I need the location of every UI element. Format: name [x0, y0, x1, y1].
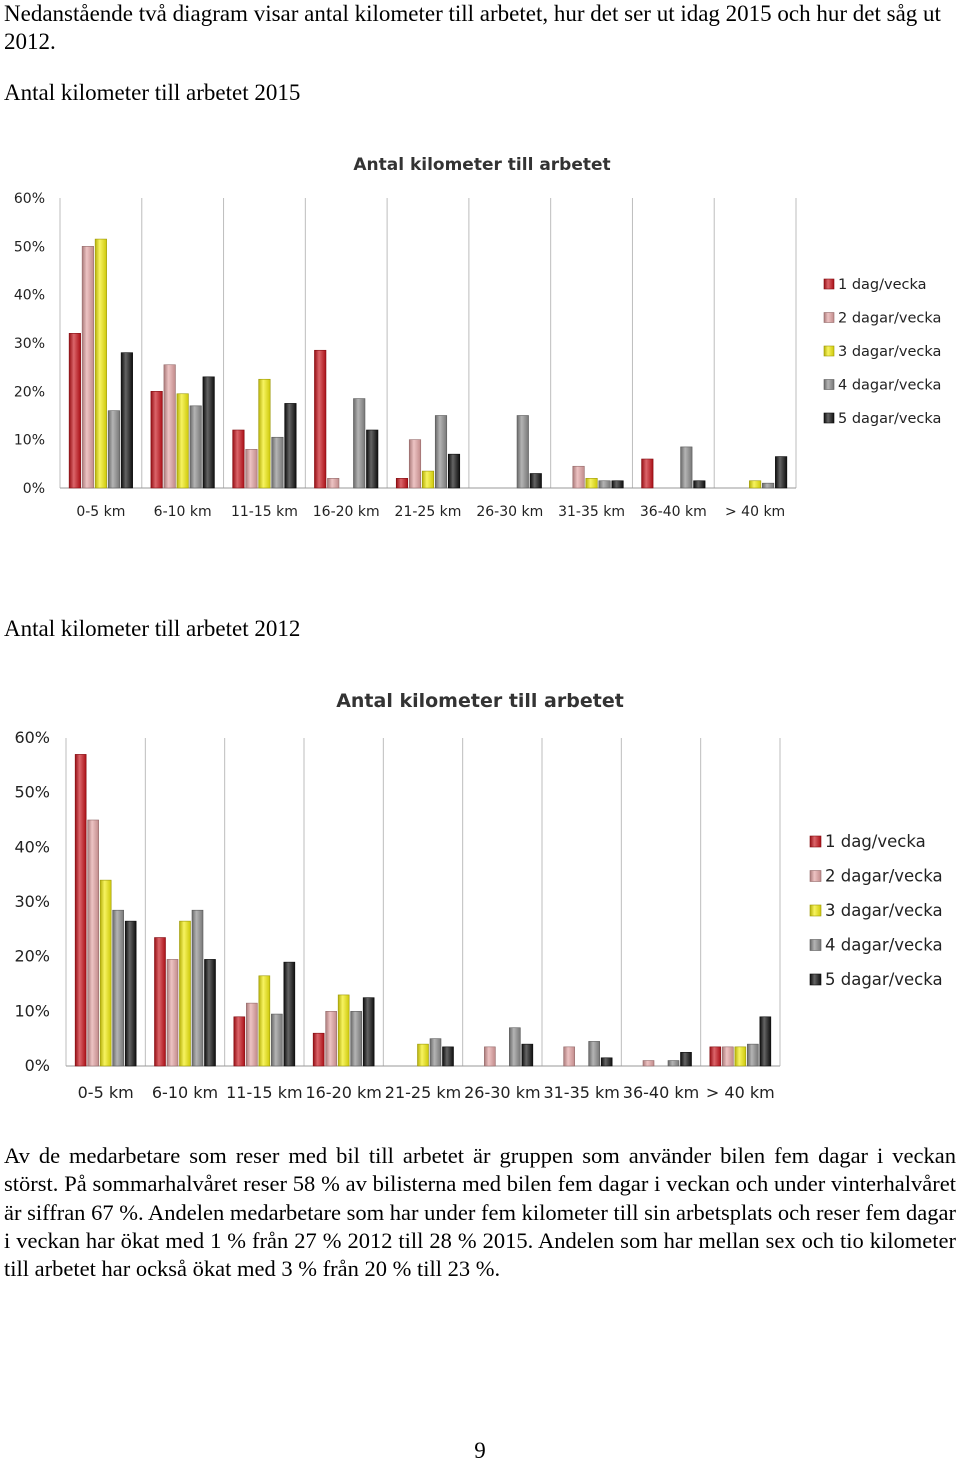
- x-tick-label: 0-5 km: [76, 504, 126, 520]
- x-tick-label: 26-30 km: [464, 1083, 541, 1102]
- bar: [522, 1044, 533, 1066]
- bar: [88, 820, 99, 1066]
- legend-label: 5 dagar/vecka: [825, 970, 943, 989]
- bar: [285, 403, 297, 488]
- legend-swatch: [824, 313, 834, 323]
- bar: [710, 1047, 721, 1066]
- bar: [234, 1017, 245, 1066]
- bar: [448, 454, 460, 488]
- bar: [599, 481, 611, 488]
- bar: [69, 333, 81, 488]
- x-tick-label: 11-15 km: [230, 504, 298, 520]
- legend-label: 3 dagar/vecka: [825, 901, 943, 920]
- bar: [775, 457, 787, 488]
- legend-label: 5 dagar/vecka: [838, 411, 942, 427]
- page-number: 9: [474, 1438, 486, 1463]
- bar: [573, 466, 585, 488]
- bar: [205, 959, 216, 1066]
- y-tick-label: 10%: [13, 432, 45, 449]
- bar: [351, 1011, 362, 1066]
- bar: [313, 1033, 324, 1066]
- bar: [100, 880, 111, 1066]
- y-tick-label: 0%: [22, 481, 45, 497]
- bar: [82, 246, 94, 488]
- legend-label: 1 dag/vecka: [825, 832, 926, 851]
- bar: [643, 1061, 654, 1066]
- legend-swatch: [810, 940, 821, 951]
- y-tick-label: 60%: [13, 191, 45, 207]
- legend-swatch: [824, 346, 834, 356]
- x-tick-label: 6-10 km: [153, 504, 212, 520]
- y-tick-label: 20%: [14, 946, 50, 966]
- bar: [192, 910, 203, 1066]
- bar: [125, 921, 136, 1066]
- bar: [418, 1044, 429, 1066]
- legend-label: 1 dag/vecka: [838, 277, 927, 293]
- bar: [353, 399, 365, 488]
- heading-2015: Antal kilometer till arbetet 2015: [4, 80, 301, 105]
- bar: [443, 1047, 454, 1066]
- bar: [601, 1058, 612, 1066]
- y-tick-label: 20%: [13, 384, 45, 401]
- bar: [694, 481, 706, 488]
- legend-label: 2 dagar/vecka: [838, 310, 942, 327]
- bar: [735, 1047, 746, 1066]
- bar: [272, 437, 284, 488]
- bar: [517, 416, 529, 489]
- chart-title: Antal kilometer till arbetet: [353, 155, 611, 175]
- bar: [284, 962, 295, 1066]
- bar: [749, 481, 761, 488]
- bar: [233, 430, 245, 488]
- x-tick-label: 36-40 km: [639, 504, 707, 520]
- legend-swatch: [824, 279, 834, 289]
- x-tick-label: > 40 km: [725, 504, 786, 520]
- bar: [435, 416, 447, 489]
- bar: [589, 1041, 600, 1066]
- x-tick-label: 21-25 km: [394, 504, 462, 520]
- y-tick-label: 50%: [13, 239, 45, 256]
- bar: [95, 239, 107, 488]
- x-tick-label: 36-40 km: [622, 1083, 700, 1102]
- bar: [422, 471, 434, 488]
- bar: [246, 1003, 257, 1066]
- y-tick-label: 40%: [13, 287, 45, 304]
- x-tick-label: 31-35 km: [543, 1083, 620, 1102]
- legend-swatch: [824, 413, 834, 423]
- bar: [75, 754, 86, 1066]
- legend-label: 4 dagar/vecka: [825, 935, 943, 955]
- bar: [108, 411, 120, 488]
- bar: [760, 1017, 771, 1066]
- legend-label: 2 dagar/vecka: [825, 866, 943, 886]
- intro-paragraph: Nedanstående två diagram visar antal kilometer till arbetet, hur det ser ut idag 2015 och hur det såg ut 2012.: [4, 1, 941, 54]
- bar: [314, 350, 326, 488]
- bar: [327, 478, 339, 488]
- x-tick-label: 11-15 km: [226, 1083, 303, 1102]
- bar: [177, 394, 189, 488]
- x-tick-label: 6-10 km: [151, 1083, 219, 1102]
- legend-swatch: [810, 974, 821, 985]
- bar: [396, 478, 408, 488]
- x-tick-label: 16-20 km: [312, 504, 380, 520]
- bar: [762, 483, 774, 488]
- bar: [430, 1039, 441, 1066]
- bar: [180, 921, 191, 1066]
- y-tick-label: 60%: [14, 728, 50, 747]
- legend-swatch: [824, 380, 834, 390]
- heading-2012: Antal kilometer till arbetet 2012: [4, 616, 301, 641]
- x-tick-label: 31-35 km: [558, 504, 626, 520]
- x-tick-label: 26-30 km: [476, 504, 544, 520]
- bar: [326, 1011, 337, 1066]
- bar: [564, 1047, 575, 1066]
- chart-title: Antal kilometer till arbetet: [336, 690, 624, 712]
- bar: [530, 474, 542, 489]
- bar: [167, 959, 178, 1066]
- y-tick-label: 40%: [14, 837, 50, 857]
- bar: [190, 406, 202, 488]
- legend-label: 4 dagar/vecka: [838, 377, 942, 394]
- body-paragraph: Av de medarbetare som reser med bil till arbetet är gruppen som använder bilen fem dagar i veckan störst. På sommarhalvåret reser 58 % av bilisterna med bilen fem dagar i veckan och under vinterhalvåret är siffran 67 %. Andelen medarbetare som har under fem kilometer till sin arbetsplats och reser fem dagar i veckan har ökat med 1 % från 27 % 2012 till 28 % 2015. Andelen som har mellan sex och tio kilometer till arbetet har också ökat med 3 % från 20 % till 23 %.: [4, 1143, 956, 1282]
- bar: [113, 910, 124, 1066]
- bar: [363, 998, 374, 1066]
- bar: [121, 353, 133, 488]
- y-tick-label: 50%: [14, 782, 50, 802]
- y-tick-label: 30%: [14, 892, 50, 911]
- x-tick-label: 0-5 km: [77, 1083, 134, 1102]
- bar: [271, 1014, 282, 1066]
- bar: [259, 976, 270, 1066]
- bar: [586, 478, 598, 488]
- bar: [681, 1052, 692, 1066]
- bar: [164, 365, 176, 488]
- y-tick-label: 0%: [24, 1056, 50, 1075]
- bar: [681, 447, 693, 488]
- bar: [203, 377, 215, 488]
- bar: [509, 1028, 520, 1066]
- bar: [151, 391, 163, 488]
- bar: [409, 440, 421, 488]
- chart-2012: [0, 676, 960, 1116]
- legend-swatch: [810, 836, 821, 847]
- legend-swatch: [810, 905, 821, 916]
- y-tick-label: 30%: [13, 336, 45, 352]
- bar: [668, 1061, 679, 1066]
- x-tick-label: 16-20 km: [305, 1083, 382, 1102]
- bar: [366, 430, 378, 488]
- bar: [259, 379, 271, 488]
- legend-label: 3 dagar/vecka: [838, 344, 942, 360]
- bar: [642, 459, 654, 488]
- bar: [747, 1044, 758, 1066]
- chart-2015: [0, 140, 960, 530]
- x-tick-label: 21-25 km: [384, 1083, 462, 1102]
- legend-swatch: [810, 871, 821, 882]
- y-tick-label: 10%: [14, 1001, 50, 1021]
- x-tick-label: > 40 km: [705, 1083, 775, 1102]
- bar: [246, 449, 258, 488]
- bar: [338, 995, 349, 1066]
- bar: [612, 481, 624, 488]
- bar: [484, 1047, 495, 1066]
- bar: [722, 1047, 733, 1066]
- bar: [155, 938, 166, 1066]
